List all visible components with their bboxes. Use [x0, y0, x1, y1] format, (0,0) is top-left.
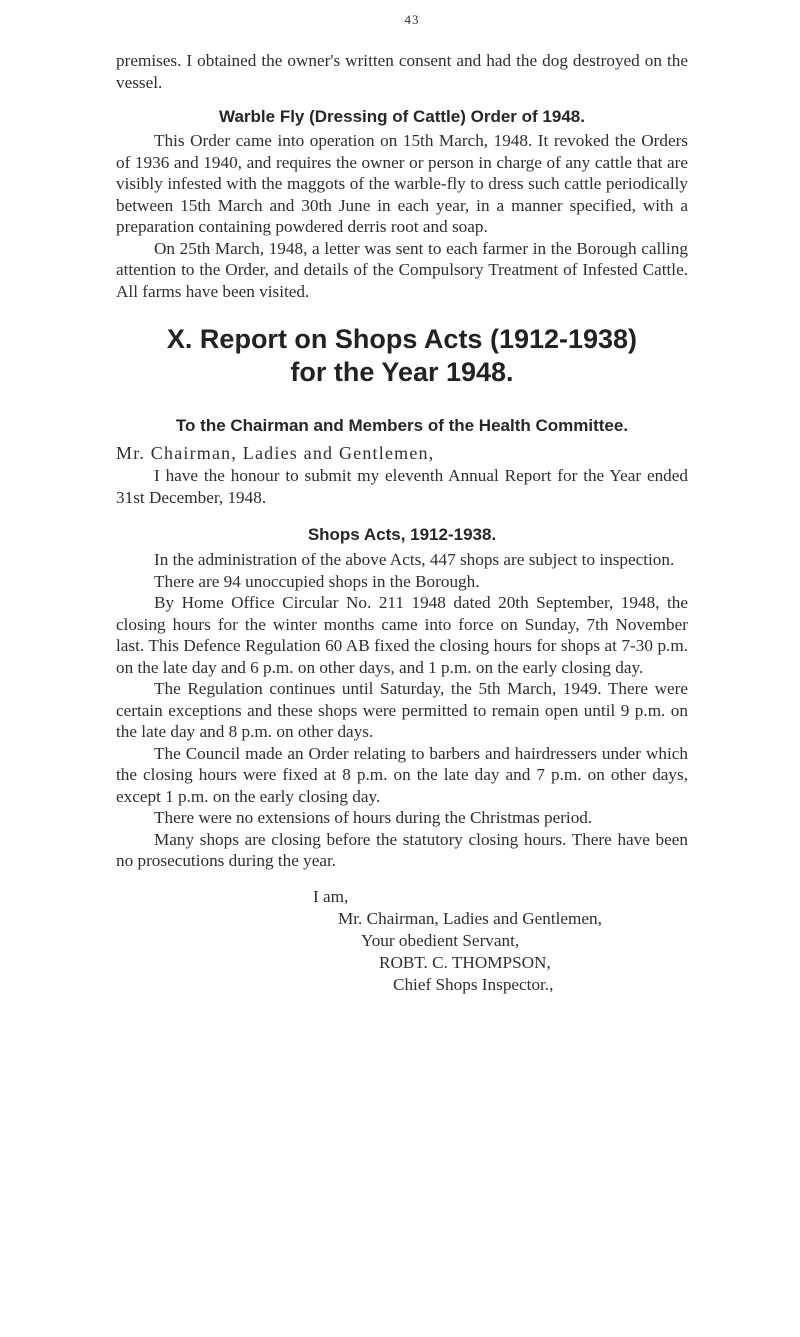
shops-acts-paragraph: There were no extensions of hours during the Christmas period. [154, 808, 593, 827]
signoff-line: Mr. Chairman, Ladies and Gentlemen, [338, 908, 602, 928]
salutation: Mr. Chairman, Ladies and Gentlemen, [116, 443, 435, 463]
warble-fly-paragraph: On 25th March, 1948, a letter was sent to each farmer in the Borough calling attention to the Order, and details of the Compulsory Treatment of Infested Cattle. All farms have been visited. [116, 238, 688, 301]
shops-acts-paragraph: The Regulation continues until Saturday, the 5th March, 1949. There were certain exceptions and these shops were permitted to remain open until 9 p.m. on the late day and 8 p.m. on other days. [116, 679, 688, 741]
report-subtitle: for the Year 1948. [290, 357, 514, 387]
warble-fly-heading: Warble Fly (Dressing of Cattle) Order of 1948. [219, 107, 585, 126]
signoff-line: I am, [313, 886, 349, 906]
shops-acts-paragraph: By Home Office Circular No. 211 1948 dated 20th September, 1948, the closing hours for the winter months came into force on Sunday, 7th November last. This Defence Regulation 60 AB fixed the closing hours for shops at 7-30 p.m. on the late day and 6 p.m. on other days, and 1 p.m. on the early closing day. [116, 593, 688, 677]
signatory-name: ROBT. C. THOMPSON, [379, 952, 551, 972]
shops-acts-paragraph: The Council made an Order relating to barbers and hairdressers under which the closing hours were fixed at 8 p.m. on the late day and 7 p.m. on other days, except 1 p.m. on the early closing day. [116, 743, 688, 806]
page-number: 43 [404, 12, 420, 27]
signoff-line: Your obedient Servant, [361, 930, 520, 950]
addressed-to-heading: To the Chairman and Members of the Health Committee. [175, 416, 629, 435]
shops-acts-paragraph: Many shops are closing before the statutory closing hours. There have been no prosecutions during the year. [116, 829, 688, 870]
intro-paragraph: I have the honour to submit my eleventh Annual Report for the Year ended 31st December, 1948. [116, 466, 688, 507]
shops-acts-paragraph: In the administration of the above Acts, 447 shops are subject to inspection. [154, 550, 675, 569]
signoff-block [313, 886, 688, 996]
shops-acts-paragraph: There are 94 unoccupied shops in the Borough. [154, 571, 480, 591]
report-title: X. Report on Shops Acts (1912-1938) [166, 324, 638, 354]
continuation-paragraph: premises. I obtained the owner's written consent and had the dog destroyed on the vessel. [116, 51, 688, 92]
shops-acts-heading: Shops Acts, 1912-1938. [307, 525, 497, 544]
warble-fly-paragraph: This Order came into operation on 15th March, 1948. It revoked the Orders of 1936 and 1940, and requires the owner or person in charge of any cattle that are visibly infested with the maggots of the warble-fly to dress such cattle periodically between 15th March and 30th June in each year, in a manner specified, with a preparation containing powdered derris root and soap. [116, 131, 688, 236]
signatory-title: Chief Shops Inspector., [393, 974, 554, 994]
